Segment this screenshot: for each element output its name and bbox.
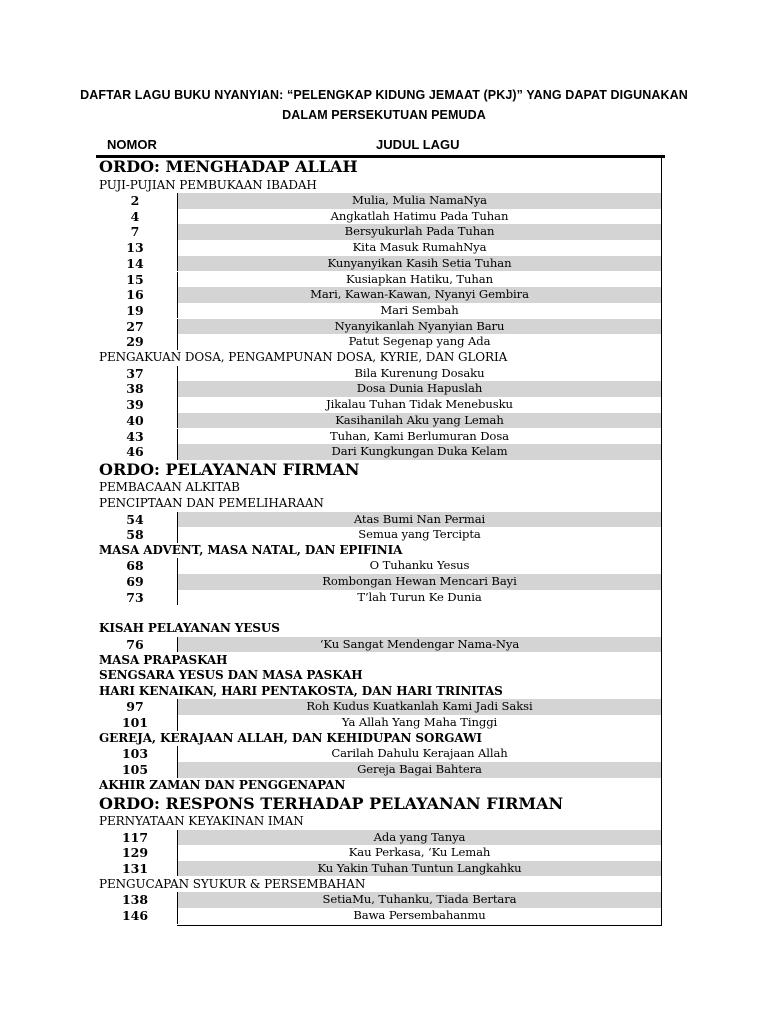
song-row <box>0 444 768 460</box>
song-number: 68 <box>126 558 144 574</box>
song-number: 138 <box>121 892 149 908</box>
song-title: Rombongan Hewan Mencari Bayi <box>178 574 661 590</box>
song-row <box>0 590 768 606</box>
song-title: ‘Ku Sangat Mendengar Nama-Nya <box>178 637 661 653</box>
song-title: Ku Yakin Tuhan Tuntun Langkahku <box>178 861 661 877</box>
ordo-heading: ORDO: MENGHADAP ALLAH <box>99 157 358 176</box>
song-row <box>0 287 768 303</box>
section-heading: KISAH PELAYANAN YESUS <box>99 621 280 635</box>
song-title: Kasihanilah Aku yang Lemah <box>178 413 661 429</box>
song-row <box>0 512 768 528</box>
section-heading: PEMBACAAN ALKITAB <box>99 480 240 494</box>
song-row <box>0 193 768 209</box>
song-number: 131 <box>121 860 149 876</box>
song-row <box>0 334 768 350</box>
song-title: Dosa Dunia Hapuslah <box>178 381 661 397</box>
song-number: 58 <box>126 527 144 543</box>
song-number: 54 <box>126 511 144 527</box>
song-title: Kunyanyikan Kasih Setia Tuhan <box>178 256 661 272</box>
song-row <box>0 892 768 908</box>
song-row <box>0 319 768 335</box>
song-title: Jikalau Tuhan Tidak Menebusku <box>326 397 513 412</box>
song-title: Carilah Dahulu Kerajaan Allah <box>331 746 508 761</box>
song-row <box>0 272 768 288</box>
section-heading: SENGSARA YESUS DAN MASA PASKAH <box>99 668 363 682</box>
song-number: 29 <box>126 334 144 350</box>
section-heading: MASA ADVENT, MASA NATAL, DAN EPIFINIA <box>99 542 403 557</box>
song-title: SetiaMu, Tuhanku, Tiada Bertara <box>178 892 661 908</box>
song-title: Bersyukurlah Pada Tuhan <box>178 224 661 240</box>
song-title: Mari Sembah <box>380 302 459 317</box>
song-row <box>0 366 768 382</box>
song-number: 40 <box>126 412 144 428</box>
song-title: Kau Perkasa, ‘Ku Lemah <box>348 845 491 860</box>
song-title: Mulia, Mulia NamaNya <box>178 193 661 209</box>
song-number: 46 <box>126 444 144 460</box>
section-heading: HARI KENAIKAN, HARI PENTAKOSTA, DAN HARI TRINITAS <box>99 683 503 698</box>
song-row <box>0 527 768 543</box>
song-title: Semua yang Tercipta <box>358 527 481 542</box>
ordo-heading: ORDO: PELAYANAN FIRMAN <box>99 460 360 479</box>
song-row <box>0 746 768 762</box>
section-heading: PENCIPTAAN DAN PEMELIHARAAN <box>99 495 324 510</box>
song-row <box>0 908 768 924</box>
song-number: 37 <box>126 365 144 381</box>
song-number: 19 <box>126 302 144 318</box>
song-row <box>0 209 768 225</box>
song-row <box>0 845 768 861</box>
song-row <box>0 558 768 574</box>
song-number: 103 <box>121 746 149 762</box>
document-title-line-2: DALAM PERSEKUTUAN PEMUDA <box>282 108 486 122</box>
song-title: Bawa Persembahanmu <box>353 908 486 922</box>
song-title: Atas Bumi Nan Permai <box>178 512 661 528</box>
section-heading: PENGAKUAN DOSA, PENGAMPUNAN DOSA, KYRIE, DAN GLORIA <box>99 350 508 364</box>
song-title: Gereja Bagai Bahtera <box>178 762 661 778</box>
song-title: Patut Segenap yang Ada <box>348 334 491 349</box>
song-number: 97 <box>126 699 144 715</box>
column-header-title: JUDUL LAGU <box>376 137 460 152</box>
section-heading: MASA PRAPASKAH <box>99 652 228 667</box>
song-row <box>0 637 768 653</box>
section-heading: GEREJA, KERAJAAN ALLAH, DAN KEHIDUPAN SORGAWI <box>99 730 482 745</box>
song-title: O Tuhanku Yesus <box>369 558 470 573</box>
song-row <box>0 699 768 715</box>
song-number: 38 <box>126 381 144 397</box>
song-title: Bila Kurenung Dosaku <box>354 365 485 380</box>
song-row <box>0 830 768 846</box>
song-title: Kusiapkan Hatiku, Tuhan <box>346 271 493 286</box>
song-number: 73 <box>126 589 144 605</box>
section-heading: PUJI-PUJIAN PEMBUKAAN IBADAH <box>99 178 317 192</box>
song-title: Kita Masuk RumahNya <box>352 240 487 255</box>
song-row <box>0 762 768 778</box>
song-number: 69 <box>126 574 144 589</box>
song-row <box>0 413 768 429</box>
song-number: 129 <box>121 845 149 861</box>
song-number: 14 <box>126 255 144 271</box>
section-heading: AKHIR ZAMAN DAN PENGGENAPAN <box>99 778 346 792</box>
song-number: 4 <box>130 208 140 224</box>
song-number: 101 <box>121 715 149 730</box>
song-title: Ada yang Tanya <box>178 830 661 846</box>
song-row <box>0 861 768 877</box>
song-number: 7 <box>130 224 140 240</box>
song-row <box>0 429 768 445</box>
song-number: 27 <box>126 318 144 334</box>
song-row <box>0 381 768 397</box>
song-row <box>0 240 768 256</box>
song-row <box>0 256 768 272</box>
song-number: 146 <box>121 908 149 923</box>
song-row <box>0 224 768 240</box>
song-row <box>0 715 768 731</box>
song-title: Tuhan, Kami Berlumuran Dosa <box>330 428 509 443</box>
song-row <box>0 397 768 413</box>
table-right-border <box>661 158 662 926</box>
song-title: T’lah Turun Ke Dunia <box>357 589 482 604</box>
section-heading: PERNYATAAN KEYAKINAN IMAN <box>99 813 304 828</box>
document-title-line-1: DAFTAR LAGU BUKU NYANYIAN: “PELENGKAP KIDUNG JEMAAT (PKJ)” YANG DAPAT DIGUNAKAN <box>80 88 688 102</box>
song-number: 76 <box>126 636 144 652</box>
song-number: 105 <box>121 762 149 777</box>
song-row <box>0 303 768 319</box>
song-title: Dari Kungkungan Duka Kelam <box>178 444 661 460</box>
table-bottom-border <box>177 925 662 926</box>
song-number: 2 <box>130 193 140 208</box>
song-number: 13 <box>126 240 144 256</box>
section-heading: PENGUCAPAN SYUKUR & PERSEMBAHAN <box>99 876 366 891</box>
song-row <box>0 574 768 590</box>
song-number: 43 <box>126 428 144 444</box>
song-title: Angkatlah Hatimu Pada Tuhan <box>330 208 509 223</box>
song-number: 39 <box>126 397 144 413</box>
song-number: 15 <box>126 271 144 287</box>
ordo-heading: ORDO: RESPONS TERHADAP PELAYANAN FIRMAN <box>99 794 564 813</box>
column-header-number: NOMOR <box>107 137 157 152</box>
song-title: Mari, Kawan-Kawan, Nyanyi Gembira <box>178 287 661 303</box>
song-title: Nyanyikanlah Nyanyian Baru <box>178 319 661 335</box>
song-number: 117 <box>121 829 149 845</box>
song-title: Ya Allah Yang Maha Tinggi <box>341 715 498 729</box>
song-number: 16 <box>126 287 144 303</box>
song-title: Roh Kudus Kuatkanlah Kami Jadi Saksi <box>178 699 661 715</box>
